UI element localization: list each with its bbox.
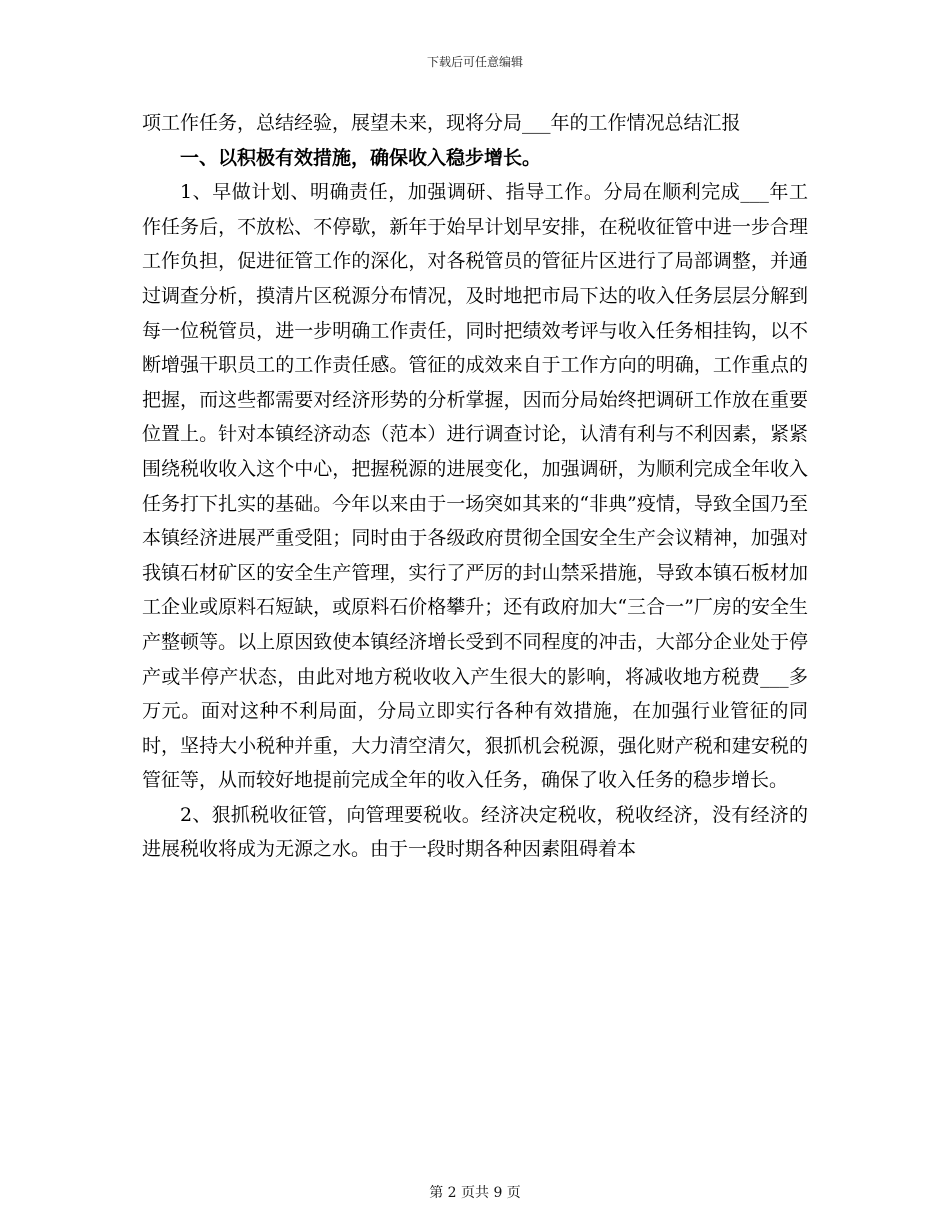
- page-number-footer: 第 2 页共 9 页: [429, 1185, 521, 1201]
- section-1-heading: 一、以积极有效措施，确保收入稳步增长。: [180, 146, 542, 169]
- paragraph-1: 1、早做计划、明确责任，加强调研、指导工作。分局在顺利完成___年工作任务后，不放松、不停歇，新年于始早计划早安排，在税收征管中进一步合理工作负担，促进征管工作的深化，对各税管员的管征片区进行了局部调整，并通过调查分析，摸清片区税源分布情况，及时地把市局下达的收入任务层层分解到每一位税管员，进一步明确工作责任，同时把绩效考评与收入任务相挂钩，以不断增强干职员工的工作责任感。管征的成效来自于工作方向的明确，工作重点的把握，而这些都需要对经济形势的分析掌握，因而分局始终把调研工作放在重要位置上。针对本镇经济动态（范本）进行调查讨论，认清有利与不利因素，紧紧围绕税收收入这个中心，把握税源的进展变化，加强调研，为顺利完成全年收入任务打下扎实的基础。今年以来由于一场突如其来的“非典”疫情，导致全国乃至本镇经济进展严重受阻；同时由于各级政府贯彻全国安全生产会议精神，加强对我镇石材矿区的安全生产管理，实行了严厉的封山禁采措施，导致本镇石板材加工企业或原料石短缺，或原料石价格攀升；还有政府加大“三合一”厂房的安全生产整顿等。以上原因致使本镇经济增长受到不同程度的冲击，大部分企业处于停产或半停产状态，由此对地方税收收入产生很大的影响，将减收地方税费___多万元。面对这种不利局面，分局立即实行各种有效措施，在加强行业管征的同时，坚持大小税种并重，大力清空清欠，狠抓机会税源，强化财产税和建安税的管征等，从而较好地提前完成全年的收入任务，确保了收入任务的稳步增长。: [142, 181, 808, 792]
- page-header-note: 下载后可任意编辑: [426, 55, 523, 69]
- intro-continuation-paragraph: 项工作任务，总结经验，展望未来，现将分局___年的工作情况总结汇报: [142, 112, 741, 134]
- paragraph-2: 2、狠抓税收征管，向管理要税收。经济决定税收，税收经济，没有经济的进展税收将成为无源之水。由于一段时期各种因素阻碍着本: [142, 803, 808, 861]
- document-body: [142, 106, 808, 867]
